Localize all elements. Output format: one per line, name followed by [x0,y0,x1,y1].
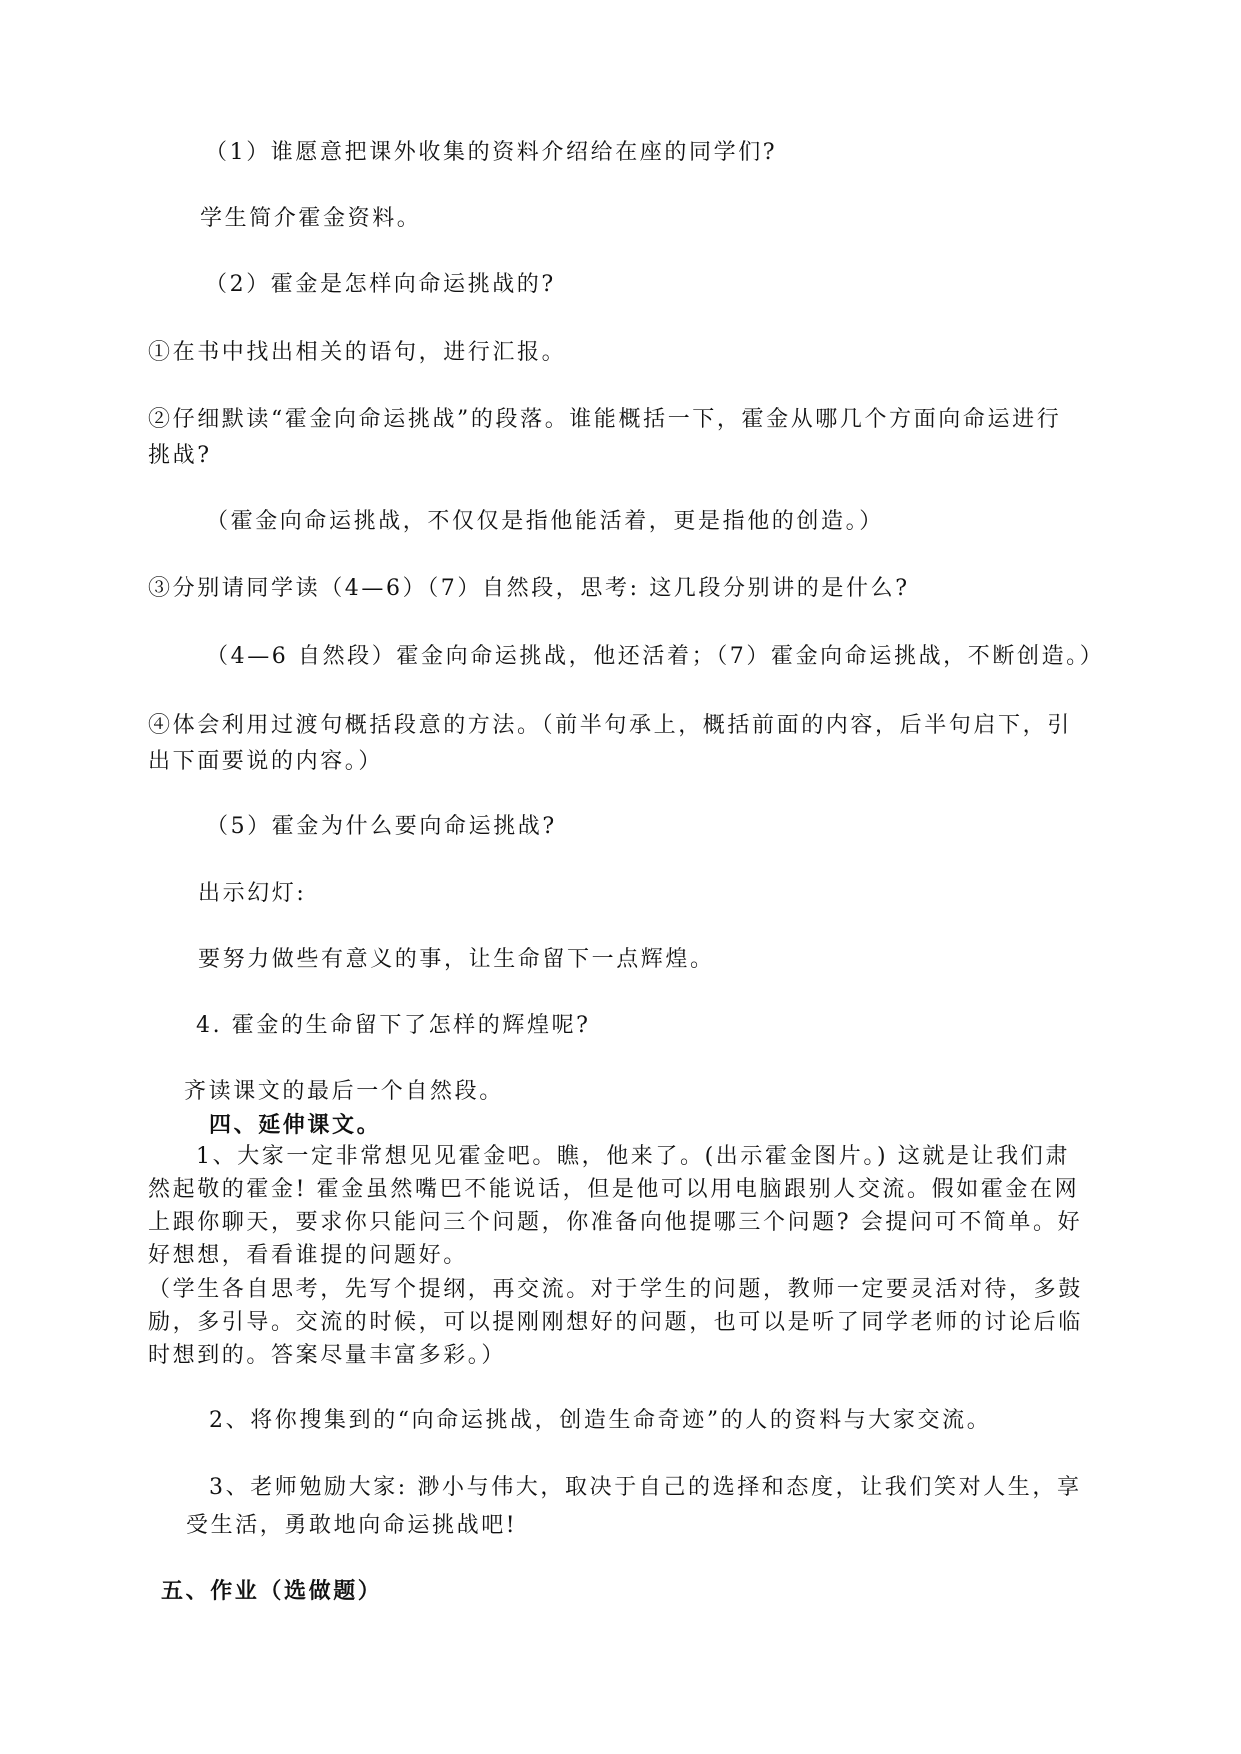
paragraph: 出下面要说的内容。） [148,749,384,774]
paragraph: 1、大家一定非常想见见霍金吧。瞧，他来了。(出示霍金图片。) 这就是让我们肃 [196,1144,1070,1169]
paragraph: （4—6 自然段）霍金向命运挑战，他还活着；（7）霍金向命运挑战，不断创造。） [206,644,1105,669]
paragraph: （霍金向命运挑战，不仅仅是指他能活着，更是指他的创造。） [206,509,884,534]
paragraph: 然起敬的霍金! 霍金虽然嘴巴不能说话，但是他可以用电脑跟别人交流。假如霍金在网 [148,1177,1080,1202]
paragraph: 好想想，看看谁提的问题好。 [148,1243,468,1268]
paragraph: 2、将你搜集到的“向命运挑战，创造生命奇迹”的人的资料与大家交流。 [209,1408,992,1433]
paragraph: ①在书中找出相关的语句，进行汇报。 [148,340,567,365]
paragraph: 时想到的。答案尽量丰富多彩。） [148,1343,507,1368]
paragraph: 挑战? [148,443,212,468]
paragraph: 3、老师勉励大家: 渺小与伟大，取决于自己的选择和态度，让我们笑对人生，享 [209,1475,1082,1500]
paragraph: 励，多引导。交流的时候，可以提刚刚想好的问题，也可以是听了同学老师的讨论后临 [148,1310,1083,1335]
paragraph: ③分别请同学读（4—6）（7）自然段，思考: 这几段分别讲的是什么? [148,576,910,601]
paragraph: 4. 霍金的生命留下了怎样的辉煌呢? [196,1013,591,1038]
paragraph: 受生活，勇敢地向命运挑战吧! [186,1513,518,1538]
paragraph: 上跟你聊天，要求你只能问三个问题，你准备向他提哪三个问题? 会提问可不简单。好 [148,1210,1083,1235]
question-5: （5）霍金为什么要向命运挑战? [206,814,557,839]
paragraph: （学生各自思考，先写个提纲，再交流。对于学生的问题，教师一定要灵活对待，多鼓 [148,1277,1083,1302]
paragraph: 出示幻灯: [198,881,307,906]
paragraph: 要努力做些有意义的事，让生命留下一点辉煌。 [198,947,715,972]
paragraph: ④体会利用过渡句概括段意的方法。（前半句承上，概括前面的内容，后半句启下，引 [148,713,1072,738]
paragraph: 齐读课文的最后一个自然段。 [184,1079,504,1104]
paragraph: 学生简介霍金资料。 [200,206,422,231]
section-heading-5: 五、作业（选做题） [161,1578,383,1604]
question-1: （1）谁愿意把课外收集的资料介绍给在座的同学们? [205,140,778,165]
section-heading-4: 四、延伸课文。 [209,1112,382,1138]
paragraph: ②仔细默读“霍金向命运挑战”的段落。谁能概括一下，霍金从哪几个方面向命运进行 [148,407,1062,432]
question-2: （2）霍金是怎样向命运挑战的? [205,272,556,297]
